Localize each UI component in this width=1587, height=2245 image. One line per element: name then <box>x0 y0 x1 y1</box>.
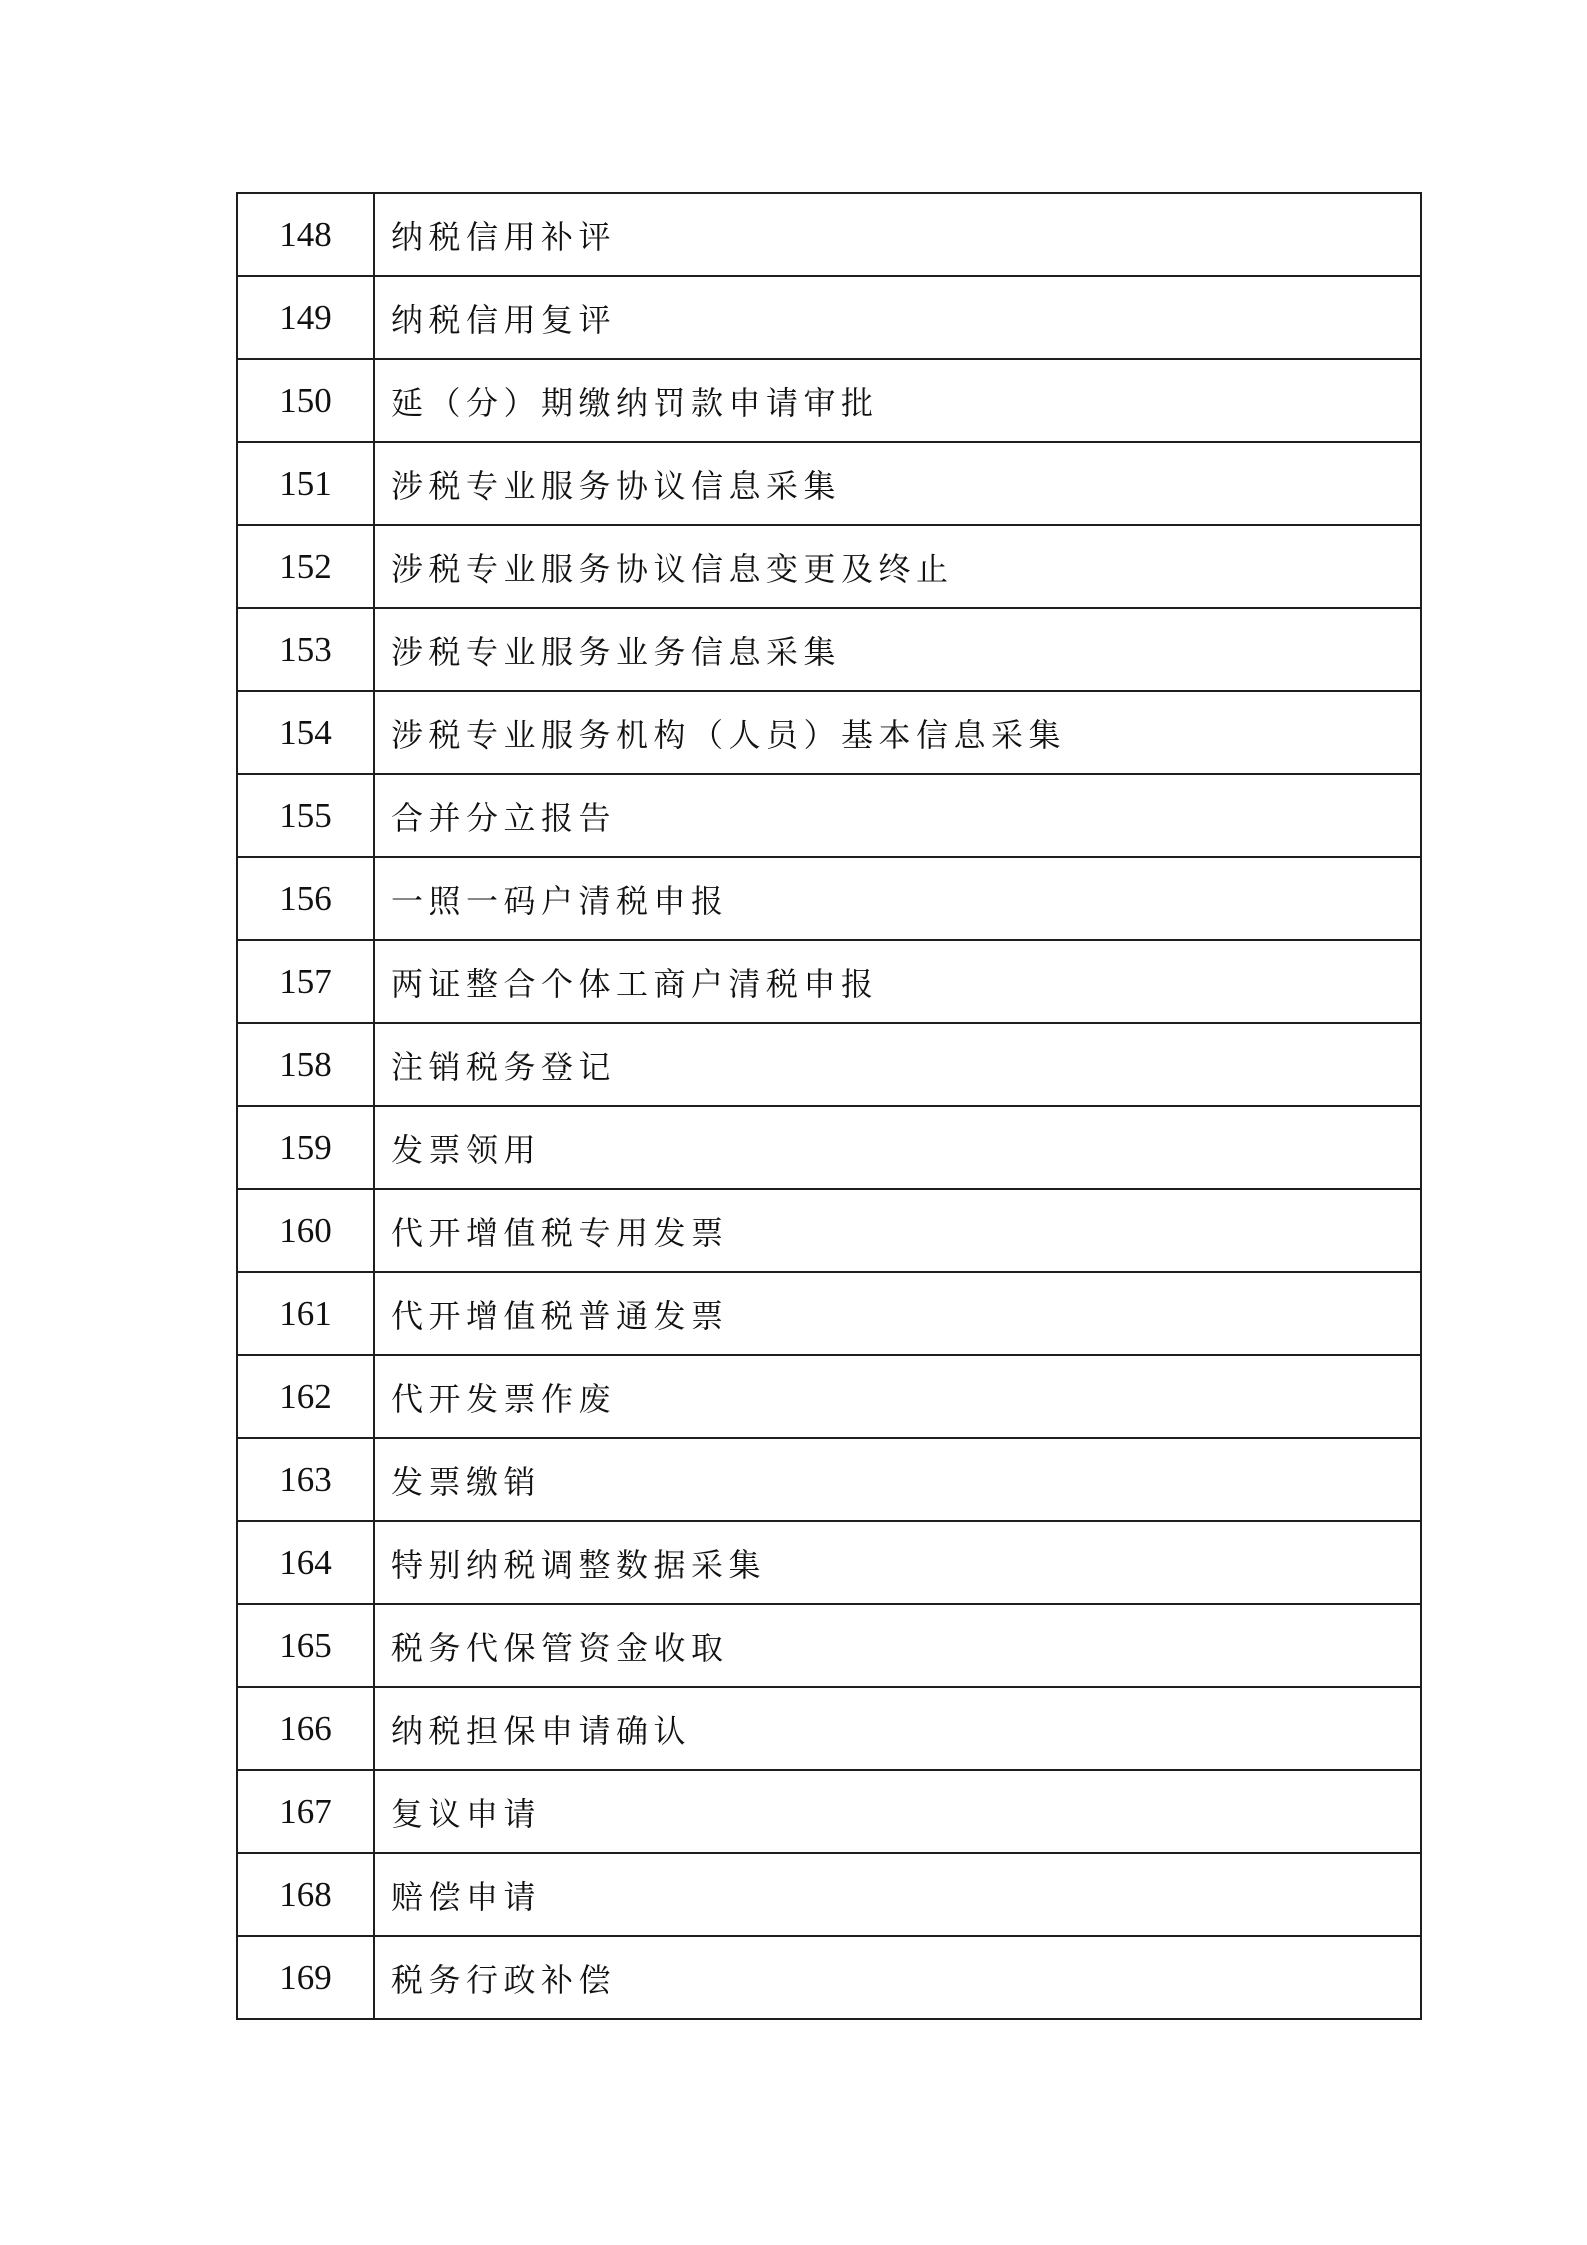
item-name: 税务行政补偿 <box>374 1936 1421 2019</box>
table-row <box>237 774 1421 857</box>
row-number: 151 <box>237 442 374 525</box>
service-items-table <box>236 192 1422 2020</box>
item-name: 特别纳税调整数据采集 <box>374 1521 1421 1604</box>
row-number: 152 <box>237 525 374 608</box>
row-number: 169 <box>237 1936 374 2019</box>
item-name: 两证整合个体工商户清税申报 <box>374 940 1421 1023</box>
row-number: 163 <box>237 1438 374 1521</box>
item-name: 涉税专业服务协议信息变更及终止 <box>374 525 1421 608</box>
table-row <box>237 525 1421 608</box>
table-row <box>237 1936 1421 2019</box>
item-name: 复议申请 <box>374 1770 1421 1853</box>
table-row <box>237 608 1421 691</box>
item-name: 延（分）期缴纳罚款申请审批 <box>374 359 1421 442</box>
table-row <box>237 442 1421 525</box>
row-number: 162 <box>237 1355 374 1438</box>
row-number: 167 <box>237 1770 374 1853</box>
row-number: 148 <box>237 193 374 276</box>
table-row <box>237 1687 1421 1770</box>
table-row <box>237 1272 1421 1355</box>
row-number: 149 <box>237 276 374 359</box>
row-number: 166 <box>237 1687 374 1770</box>
row-number: 161 <box>237 1272 374 1355</box>
row-number: 168 <box>237 1853 374 1936</box>
table-row <box>237 1438 1421 1521</box>
item-name: 一照一码户清税申报 <box>374 857 1421 940</box>
table-row <box>237 1189 1421 1272</box>
item-name: 代开增值税专用发票 <box>374 1189 1421 1272</box>
table-row <box>237 1604 1421 1687</box>
item-name: 涉税专业服务协议信息采集 <box>374 442 1421 525</box>
item-name: 代开发票作废 <box>374 1355 1421 1438</box>
row-number: 159 <box>237 1106 374 1189</box>
item-name: 纳税信用复评 <box>374 276 1421 359</box>
item-name: 纳税信用补评 <box>374 193 1421 276</box>
table-row <box>237 1853 1421 1936</box>
table-row <box>237 1023 1421 1106</box>
row-number: 154 <box>237 691 374 774</box>
table-row <box>237 1521 1421 1604</box>
table-row <box>237 1106 1421 1189</box>
table-row <box>237 1770 1421 1853</box>
item-name: 涉税专业服务业务信息采集 <box>374 608 1421 691</box>
row-number: 165 <box>237 1604 374 1687</box>
table-row <box>237 857 1421 940</box>
table-row <box>237 1355 1421 1438</box>
item-name: 发票缴销 <box>374 1438 1421 1521</box>
item-name: 注销税务登记 <box>374 1023 1421 1106</box>
table-row <box>237 276 1421 359</box>
item-name: 合并分立报告 <box>374 774 1421 857</box>
item-name: 赔偿申请 <box>374 1853 1421 1936</box>
row-number: 150 <box>237 359 374 442</box>
item-name: 税务代保管资金收取 <box>374 1604 1421 1687</box>
row-number: 158 <box>237 1023 374 1106</box>
row-number: 156 <box>237 857 374 940</box>
item-name: 代开增值税普通发票 <box>374 1272 1421 1355</box>
table-row <box>237 940 1421 1023</box>
table-row <box>237 193 1421 276</box>
table-row <box>237 691 1421 774</box>
item-name: 纳税担保申请确认 <box>374 1687 1421 1770</box>
row-number: 157 <box>237 940 374 1023</box>
row-number: 153 <box>237 608 374 691</box>
table-row <box>237 359 1421 442</box>
row-number: 164 <box>237 1521 374 1604</box>
row-number: 160 <box>237 1189 374 1272</box>
item-name: 涉税专业服务机构（人员）基本信息采集 <box>374 691 1421 774</box>
item-name: 发票领用 <box>374 1106 1421 1189</box>
row-number: 155 <box>237 774 374 857</box>
